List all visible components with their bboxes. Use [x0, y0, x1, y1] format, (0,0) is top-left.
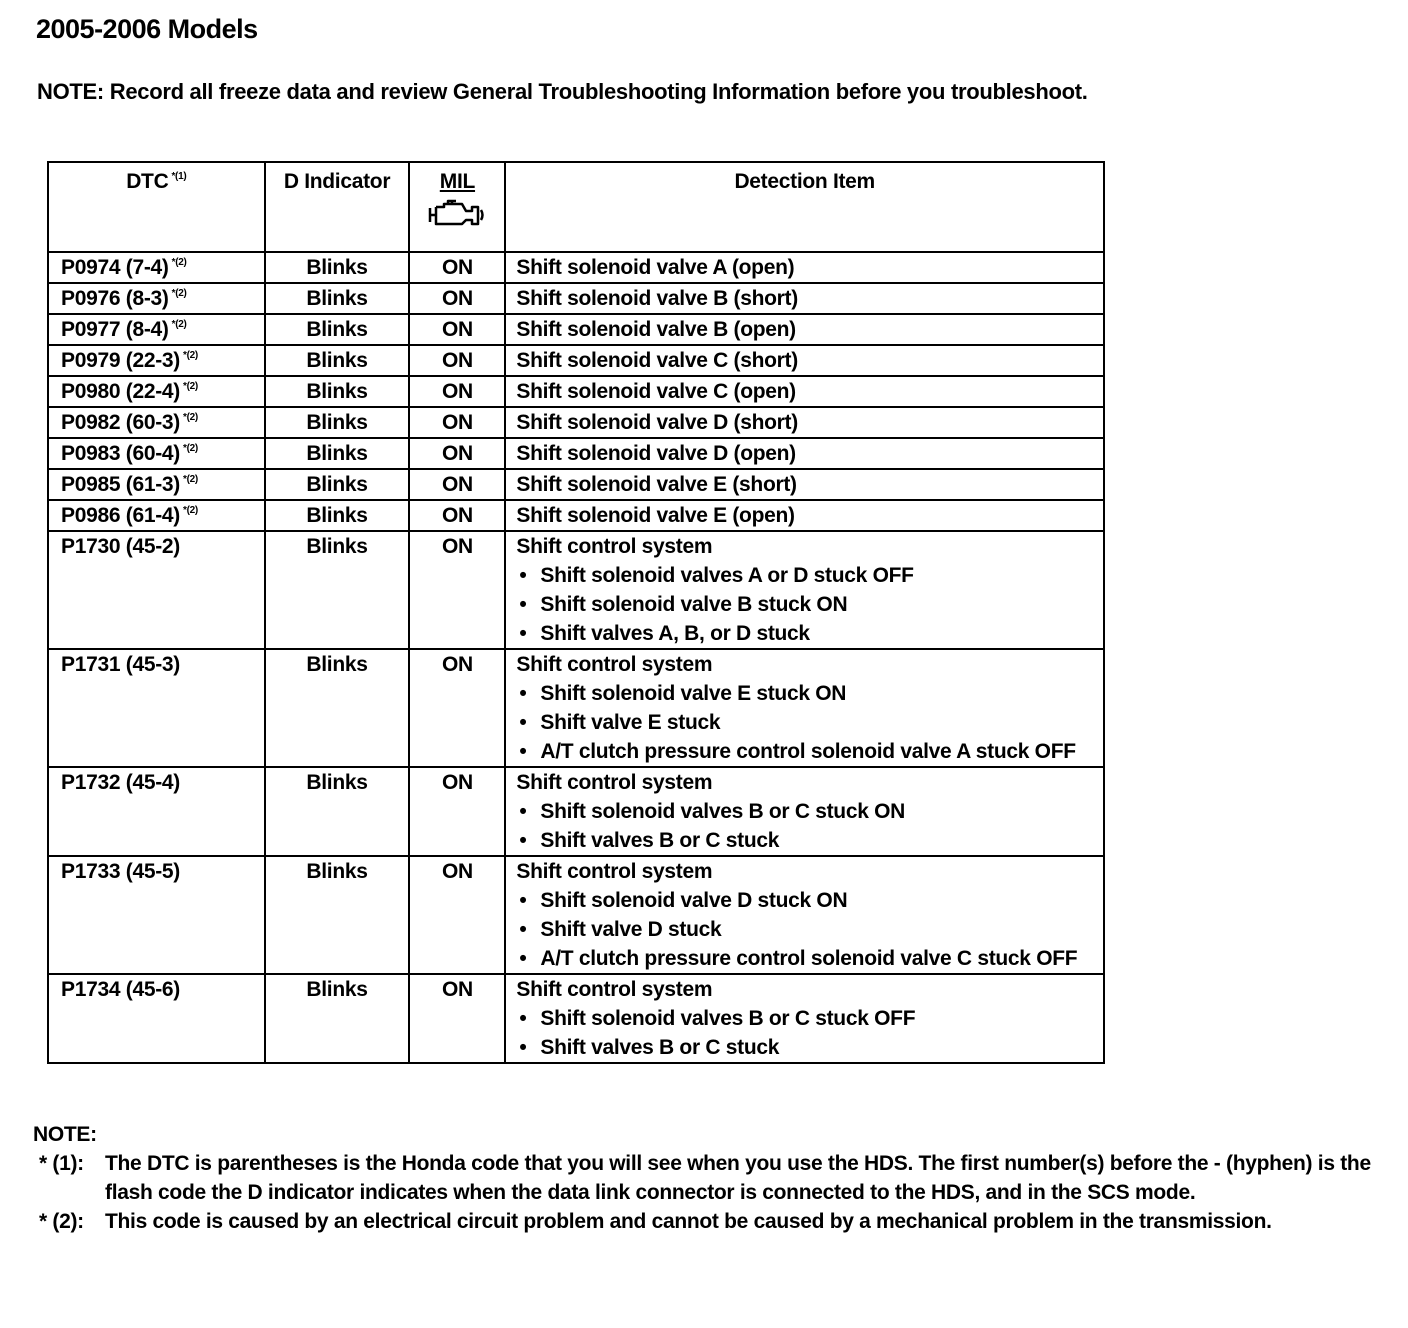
dtc-code-cell [48, 252, 265, 283]
dtc-code: P0986 (61-4) [61, 504, 180, 527]
dtc-code: P0976 (8-3) [61, 287, 169, 310]
d-indicator-cell: Blinks [265, 767, 410, 856]
footnote-2 [33, 1207, 1373, 1236]
dtc-code: P1730 (45-2) [61, 535, 180, 558]
table-row [48, 345, 1104, 376]
check-engine-icon [426, 198, 488, 230]
header-detection: Detection Item [505, 162, 1104, 252]
mil-cell: ON [409, 314, 505, 345]
dtc-footnote-ref: *(2) [182, 443, 198, 454]
detection-detail-list [516, 886, 1103, 973]
dtc-footnote-ref: *(2) [182, 412, 198, 423]
header-indicator-label: D Indicator [283, 170, 391, 193]
table-row [48, 531, 1104, 649]
mil-cell: ON [409, 407, 505, 438]
d-indicator-cell: Blinks [265, 974, 410, 1063]
dtc-code: P1732 (45-4) [61, 771, 180, 794]
mil-cell: ON [409, 438, 505, 469]
table-row [48, 649, 1104, 767]
d-indicator-cell: Blinks [265, 500, 410, 531]
mil-cell: ON [409, 469, 505, 500]
footnotes [33, 1120, 1373, 1236]
mil-cell: ON [409, 283, 505, 314]
table-row [48, 252, 1104, 283]
header-mil-label: MIL [439, 170, 476, 193]
dtc-code-cell [48, 283, 265, 314]
dtc-footnote-ref: *(2) [171, 257, 187, 268]
dtc-code-cell [48, 974, 265, 1063]
d-indicator-cell: Blinks [265, 649, 410, 767]
mil-cell: ON [409, 376, 505, 407]
dtc-code-cell [48, 531, 265, 649]
table-row [48, 469, 1104, 500]
detection-item-cell [505, 438, 1104, 469]
header-mil [409, 162, 505, 252]
detection-item-cell [505, 767, 1104, 856]
d-indicator-cell: Blinks [265, 345, 410, 376]
mil-cell: ON [409, 252, 505, 283]
detection-item-cell [505, 649, 1104, 767]
detection-item-cell [505, 974, 1104, 1063]
detection-detail-item: • Shift solenoid valve E stuck ON [516, 679, 1103, 708]
footnote-1 [33, 1149, 1373, 1207]
detection-item-cell [505, 252, 1104, 283]
dtc-table [47, 161, 1105, 1064]
d-indicator-cell: Blinks [265, 531, 410, 649]
detection-detail-list [516, 797, 1103, 855]
dtc-code: P0977 (8-4) [61, 318, 169, 341]
d-indicator-cell: Blinks [265, 469, 410, 500]
detection-detail-list [516, 679, 1103, 766]
detection-item-cell [505, 500, 1104, 531]
table-row [48, 974, 1104, 1063]
header-dtc-ref: *(1) [171, 171, 187, 182]
dtc-code-cell [48, 767, 265, 856]
mil-cell: ON [409, 974, 505, 1063]
detection-item-cell [505, 376, 1104, 407]
table-row [48, 500, 1104, 531]
footnote-2-marker: * (2): [39, 1210, 84, 1233]
d-indicator-cell: Blinks [265, 283, 410, 314]
detection-item-cell [505, 407, 1104, 438]
d-indicator-cell: Blinks [265, 252, 410, 283]
detection-detail-item: • Shift solenoid valve B stuck ON [516, 590, 1103, 619]
detection-detail-item: • Shift valves B or C stuck [516, 1033, 1103, 1062]
dtc-code: P0985 (61-3) [61, 473, 180, 496]
table-row [48, 283, 1104, 314]
dtc-code: P1733 (45-5) [61, 860, 180, 883]
detection-item-cell [505, 856, 1104, 974]
footnote-1-text: The DTC is parentheses is the Honda code that you will see when you use the HDS. The first number(s) before the - (hyphen) is the flash code the D indicator indicates when the data link connector is connected to the HDS, and in the SCS mode. [105, 1152, 1371, 1204]
mil-cell: ON [409, 649, 505, 767]
header-dtc [48, 162, 265, 252]
intro-note: NOTE: Record all freeze data and review General Troubleshooting Information before you troubleshoot. [37, 79, 1088, 104]
table-row [48, 856, 1104, 974]
detection-item: Shift control system [516, 653, 713, 676]
d-indicator-cell: Blinks [265, 407, 410, 438]
detection-item: Shift control system [516, 978, 713, 1001]
mil-cell: ON [409, 531, 505, 649]
mil-cell: ON [409, 856, 505, 974]
detection-item-cell [505, 531, 1104, 649]
dtc-code-cell [48, 500, 265, 531]
mil-cell: ON [409, 767, 505, 856]
detection-detail-item: • Shift solenoid valves A or D stuck OFF [516, 561, 1103, 590]
dtc-code-cell [48, 407, 265, 438]
detection-detail-item: • Shift valve E stuck [516, 708, 1103, 737]
footnote-1-marker: * (1): [39, 1152, 84, 1175]
dtc-code: P1731 (45-3) [61, 653, 180, 676]
dtc-footnote-ref: *(2) [171, 288, 187, 299]
page-title: 2005-2006 Models [36, 14, 258, 44]
detection-item: Shift solenoid valve C (short) [516, 349, 798, 372]
dtc-code: P1734 (45-6) [61, 978, 180, 1001]
header-indicator [265, 162, 410, 252]
dtc-code-cell [48, 376, 265, 407]
table-header-row [48, 162, 1104, 252]
footnote-2-text: This code is caused by an electrical circuit problem and cannot be caused by a mechanical problem in the transmission. [105, 1210, 1272, 1233]
detection-item-cell [505, 314, 1104, 345]
detection-item-cell [505, 283, 1104, 314]
detection-item: Shift solenoid valve A (open) [516, 256, 795, 279]
d-indicator-cell: Blinks [265, 314, 410, 345]
table-row [48, 767, 1104, 856]
dtc-code: P0980 (22-4) [61, 380, 180, 403]
dtc-code: P0983 (60-4) [61, 442, 180, 465]
detection-item-cell [505, 469, 1104, 500]
detection-item: Shift solenoid valve B (open) [516, 318, 796, 341]
dtc-code: P0974 (7-4) [61, 256, 169, 279]
d-indicator-cell: Blinks [265, 376, 410, 407]
dtc-footnote-ref: *(2) [182, 350, 198, 361]
dtc-footnote-ref: *(2) [171, 319, 187, 330]
table-row [48, 438, 1104, 469]
dtc-code-cell [48, 438, 265, 469]
mil-cell: ON [409, 500, 505, 531]
detection-detail-item: • Shift solenoid valves B or C stuck OFF [516, 1004, 1103, 1033]
d-indicator-cell: Blinks [265, 856, 410, 974]
detection-item: Shift solenoid valve E (short) [516, 473, 797, 496]
detection-item: Shift solenoid valve E (open) [516, 504, 795, 527]
d-indicator-cell: Blinks [265, 438, 410, 469]
table-row [48, 376, 1104, 407]
detection-detail-item: • Shift valves A, B, or D stuck [516, 619, 1103, 648]
dtc-code-cell [48, 469, 265, 500]
detection-detail-item: • Shift valve D stuck [516, 915, 1103, 944]
detection-detail-list [516, 561, 1103, 648]
dtc-footnote-ref: *(2) [182, 381, 198, 392]
detection-item: Shift solenoid valve D (open) [516, 442, 796, 465]
dtc-footnote-ref: *(2) [182, 505, 198, 516]
dtc-code-cell [48, 856, 265, 974]
header-dtc-label: DTC [126, 170, 169, 193]
detection-detail-item: • Shift solenoid valve D stuck ON [516, 886, 1103, 915]
detection-item-cell [505, 345, 1104, 376]
detection-item: Shift control system [516, 771, 713, 794]
table-row [48, 407, 1104, 438]
dtc-code-cell [48, 649, 265, 767]
dtc-footnote-ref: *(2) [182, 474, 198, 485]
table-row [48, 314, 1104, 345]
detection-detail-item: • Shift solenoid valves B or C stuck ON [516, 797, 1103, 826]
detection-item: Shift control system [516, 860, 713, 883]
dtc-code-cell [48, 345, 265, 376]
dtc-code: P0979 (22-3) [61, 349, 180, 372]
detection-detail-item: • A/T clutch pressure control solenoid valve A stuck OFF [516, 737, 1103, 766]
footnotes-heading: NOTE: [33, 1123, 97, 1146]
detection-item: Shift solenoid valve C (open) [516, 380, 796, 403]
mil-cell: ON [409, 345, 505, 376]
dtc-code: P0982 (60-3) [61, 411, 180, 434]
detection-detail-item: • Shift valves B or C stuck [516, 826, 1103, 855]
detection-item: Shift control system [516, 535, 713, 558]
detection-detail-item: • A/T clutch pressure control solenoid valve C stuck OFF [516, 944, 1103, 973]
detection-detail-list [516, 1004, 1103, 1062]
detection-item: Shift solenoid valve D (short) [516, 411, 798, 434]
dtc-code-cell [48, 314, 265, 345]
detection-item: Shift solenoid valve B (short) [516, 287, 798, 310]
